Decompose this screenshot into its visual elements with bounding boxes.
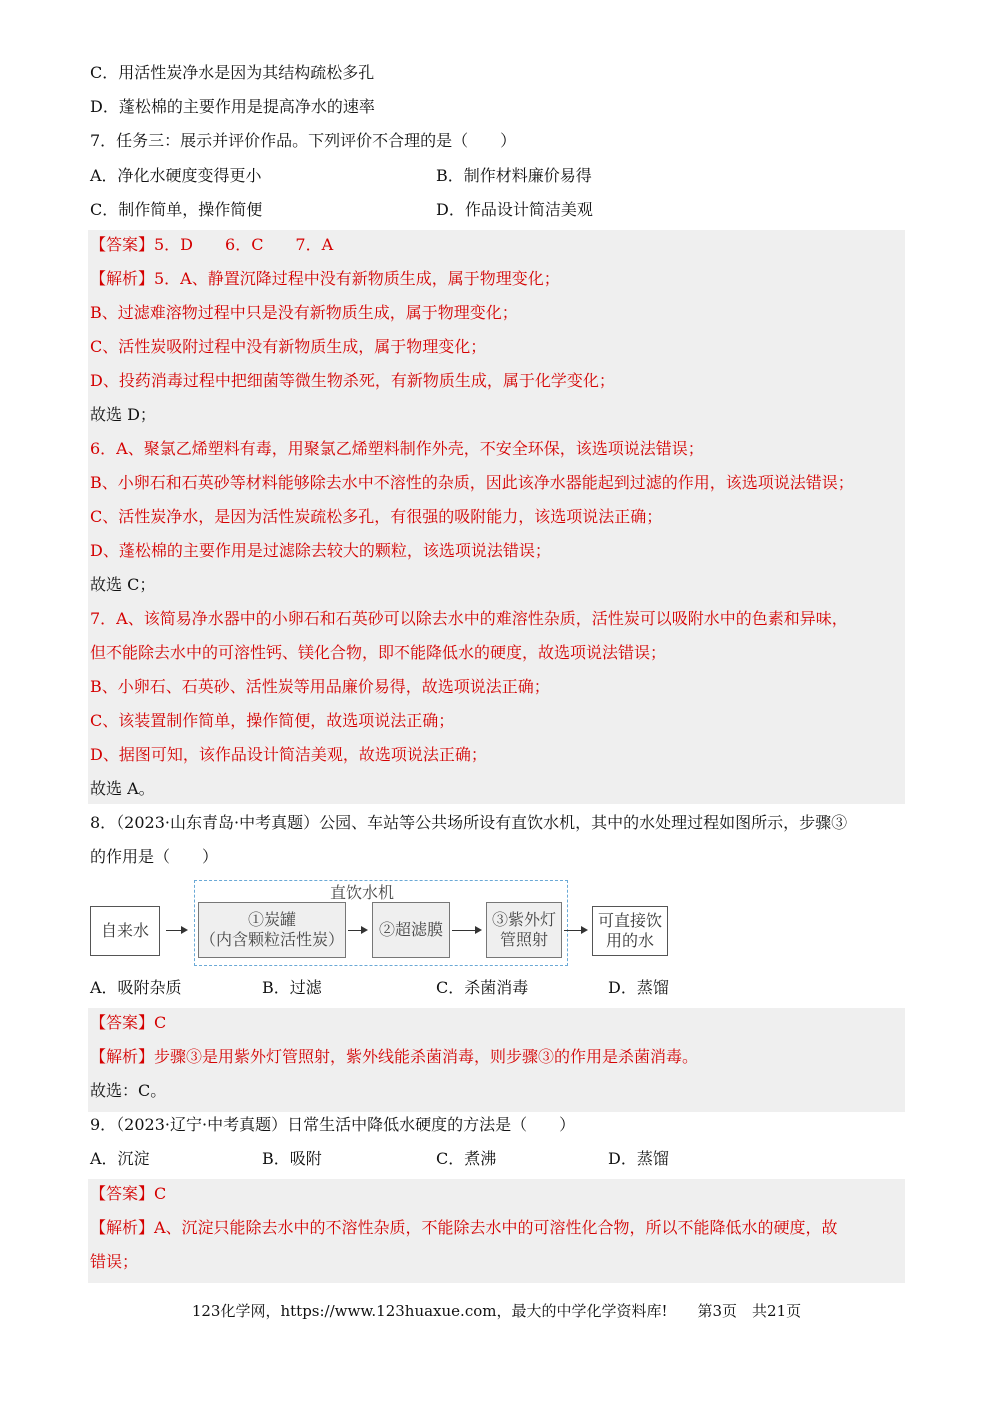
source-box	[90, 906, 160, 956]
q9-stem: 9．（2023·辽宁·中考真题）日常生活中降低水硬度的方法是（ ）	[90, 1115, 576, 1134]
analysis-8-choice: 故选：C。	[90, 1081, 167, 1100]
q7-option-d: D．作品设计简洁美观	[436, 200, 593, 219]
step1-sublabel: （内含颗粒活性炭）	[199, 930, 344, 949]
analysis-choice: 故选 D；	[90, 405, 156, 424]
analysis-line: 【解析】5．A、静置沉降过程中没有新物质生成，属于物理变化；	[90, 269, 560, 288]
analysis-9-line1: 【解析】A、沉淀只能除去水中的不溶性杂质，不能除去水中的可溶性化合物，所以不能降低水的硬度，故	[90, 1218, 838, 1237]
q8-option-a: A．吸附杂质	[90, 978, 182, 997]
q6-option-c: C．用活性炭净水是因为其结构疏松多孔	[90, 63, 375, 82]
answer-8: 【答案】C	[90, 1013, 167, 1032]
analysis-line: D、据图可知，该作品设计简洁美观，故选项说法正确；	[90, 745, 487, 764]
q8-option-b: B．过滤	[262, 978, 322, 997]
machine-title: 直饮水机	[330, 883, 395, 902]
flow-arrow	[166, 930, 186, 931]
analysis-line: D、蓬松棉的主要作用是过滤除去较大的颗粒，该选项说法错误；	[90, 541, 551, 560]
q9-option-b: B．吸附	[262, 1149, 322, 1168]
q7-stem: 7．任务三：展示并评价作品。下列评价不合理的是（ ）	[90, 131, 517, 150]
analysis-line: C、活性炭净水，是因为活性炭疏松多孔，有很强的吸附能力，该选项说法正确；	[90, 507, 663, 526]
answer-5-7: 【答案】5．D 6．C 7．A	[90, 235, 334, 254]
step2-label: ②超滤膜	[378, 920, 443, 939]
q8-option-c: C．杀菌消毒	[436, 978, 529, 997]
step3-box	[486, 902, 562, 958]
analysis-choice: 故选 A。	[90, 779, 155, 798]
step1-box	[198, 902, 346, 958]
q9-option-a: A．沉淀	[90, 1149, 150, 1168]
analysis-line: 6．A、聚氯乙烯塑料有毒，用聚氯乙烯塑料制作外壳，不安全环保，该选项说法错误；	[90, 439, 704, 458]
flow-arrow	[452, 930, 480, 931]
source-label: 自来水	[100, 921, 149, 940]
q8-stem-line1: 8．（2023·山东青岛·中考真题）公园、车站等公共场所设有直饮水机，其中的水处理过程如图所示，步骤③	[90, 813, 848, 832]
analysis-choice: 故选 C；	[90, 575, 156, 594]
output-box	[592, 906, 668, 956]
analysis-line: C、该装置制作简单，操作简便，故选项说法正确；	[90, 711, 455, 730]
analysis-line: B、小卵石和石英砂等材料能够除去水中不溶性的杂质，因此该净水器能起到过滤的作用，该选项说法错误；	[90, 473, 854, 492]
water-process-diagram	[90, 876, 670, 968]
analysis-9-line2: 错误；	[90, 1252, 139, 1271]
q9-option-d: D．蒸馏	[608, 1149, 669, 1168]
step2-box	[372, 902, 450, 958]
q7-option-a: A．净化水硬度变得更小	[90, 166, 262, 185]
flow-arrow	[348, 930, 366, 931]
step1-label: ①炭罐	[247, 910, 296, 929]
step3-sublabel: 管照射	[499, 930, 548, 949]
q9-option-c: C．煮沸	[436, 1149, 497, 1168]
q8-stem-line2: 的作用是（ ）	[90, 847, 219, 866]
analysis-line: 但不能除去水中的可溶性钙、镁化合物，即不能降低水的硬度，故选项说法错误；	[90, 643, 667, 662]
q7-option-c: C．制作简单，操作简便	[90, 200, 263, 219]
q7-option-b: B．制作材料廉价易得	[436, 166, 592, 185]
flow-arrow	[564, 930, 586, 931]
analysis-line: 7．A、该简易净水器中的小卵石和石英砂可以除去水中的难溶性杂质，活性炭可以吸附水中的色素和异味，	[90, 609, 848, 628]
answer-9: 【答案】C	[90, 1184, 167, 1203]
output-sublabel: 用的水	[605, 931, 654, 950]
analysis-line: B、过滤难溶物过程中只是没有新物质生成，属于物理变化；	[90, 303, 518, 322]
analysis-line: C、活性炭吸附过程中没有新物质生成，属于物理变化；	[90, 337, 487, 356]
page-footer: 123化学网，https://www.123huaxue.com，最大的中学化学资料库! 第3页 共21页	[191, 1302, 802, 1320]
analysis-8: 【解析】步骤③是用紫外灯管照射，紫外线能杀菌消毒，则步骤③的作用是杀菌消毒。	[90, 1047, 699, 1066]
analysis-line: D、投药消毒过程中把细菌等微生物杀死，有新物质生成，属于化学变化；	[90, 371, 615, 390]
q6-option-d: D．蓬松棉的主要作用是提高净水的速率	[90, 97, 375, 116]
step3-label: ③紫外灯	[491, 910, 556, 929]
q8-option-d: D．蒸馏	[608, 978, 669, 997]
analysis-line: B、小卵石、石英砂、活性炭等用品廉价易得，故选项说法正确；	[90, 677, 550, 696]
output-label: 可直接饮	[597, 911, 662, 930]
